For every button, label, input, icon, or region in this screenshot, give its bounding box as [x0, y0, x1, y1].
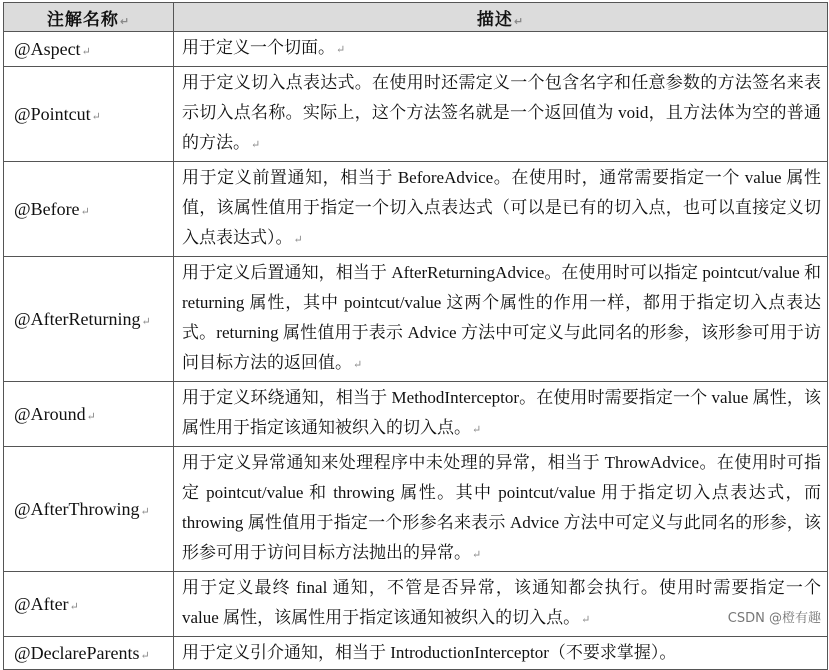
table-header-row [4, 3, 828, 32]
paragraph-mark-icon: ↵ [69, 600, 79, 613]
paragraph-mark-icon: ↵ [336, 44, 346, 56]
paragraph-mark-icon: ↵ [251, 139, 261, 151]
annotation-desc-cell [174, 637, 828, 670]
annotation-name: @After [14, 593, 69, 614]
annotation-desc: 用于定义切入点表达式。在使用时还需定义一个包含名字和任意参数的方法签名来表示切入点名称。实际上，这个方法签名就是一个返回值为 void，且方法体为空的普通的方法。 [182, 73, 821, 152]
header-name-label: 注解名称 [46, 9, 119, 30]
table-row [4, 447, 828, 572]
annotation-desc-cell [174, 572, 828, 637]
table-row [4, 162, 828, 257]
table-row [4, 572, 828, 637]
annotation-desc: 用于定义一个切面。 [182, 38, 335, 57]
paragraph-mark-icon: ↵ [141, 315, 151, 328]
paragraph-mark-icon: ↵ [91, 110, 101, 123]
paragraph-mark-icon: ↵ [140, 505, 150, 518]
paragraph-mark-icon: ↵ [80, 205, 90, 218]
paragraph-mark-icon: ↵ [293, 234, 303, 246]
annotation-desc: 用于定义引介通知，相当于 IntroductionInterceptor（不要求掌握）。 [182, 643, 677, 662]
paragraph-mark-icon: ↵ [472, 549, 482, 561]
annotation-name-cell [4, 257, 174, 382]
annotation-table [3, 2, 828, 670]
annotation-name-cell [4, 572, 174, 637]
table-row [4, 257, 828, 382]
annotation-desc: 用于定义环绕通知，相当于 MethodInterceptor。在使用时需要指定一个 value 属性，该属性用于指定该通知被织入的切入点。 [182, 388, 821, 437]
header-name-column [4, 3, 174, 32]
paragraph-mark-icon: ↵ [581, 614, 591, 626]
annotation-desc-cell [174, 162, 828, 257]
header-desc-column [174, 3, 828, 32]
annotation-name: @Around [14, 403, 86, 424]
annotation-desc: 用于定义异常通知来处理程序中未处理的异常，相当于 ThrowAdvice。在使用时可指定 pointcut/value 和 throwing 属性。其中 pointcut/value 用于指定切入点表达式，而 throwing 属性值用于指定一个形参名来表示 Advice 方法中可定义与此同名的形参，该形参可用于访问目标方法抛出的异常。 [182, 453, 821, 562]
annotation-desc: 用于定义最终 final 通知，不管是否异常，该通知都会执行。使用时需要指定一个 value 属性，该属性用于指定该通知被织入的切入点。 [182, 578, 821, 627]
csdn-watermark: CSDN @橙有趣 [726, 607, 823, 626]
paragraph-mark-icon: ↵ [353, 359, 363, 371]
paragraph-mark-icon: ↵ [86, 410, 96, 423]
paragraph-mark-icon: ↵ [119, 14, 131, 28]
annotation-name: @AfterReturning [14, 308, 141, 329]
annotation-name-cell [4, 447, 174, 572]
annotation-desc-cell [174, 32, 828, 67]
annotation-desc: 用于定义后置通知，相当于 AfterReturningAdvice。在使用时可以指定 pointcut/value 和 returning 属性，其中 pointcut/value 这两个属性的作用一样，都用于指定切入点表达式。returning 属性值用于表示 Advice 方法中可定义与此同名的形参，该形参可用于访问目标方法的返回值。 [182, 263, 821, 372]
table-row [4, 637, 828, 670]
annotation-name-cell [4, 32, 174, 67]
header-desc-label: 描述 [476, 9, 513, 30]
paragraph-mark-icon: ↵ [513, 14, 525, 28]
annotation-desc-cell [174, 447, 828, 572]
annotation-name-cell [4, 382, 174, 447]
paragraph-mark-icon: ↵ [81, 45, 91, 58]
table-row [4, 32, 828, 67]
annotation-desc: 用于定义前置通知，相当于 BeforeAdvice。在使用时，通常需要指定一个 value 属性值，该属性值用于指定一个切入点表达式（可以是已有的切入点，也可以直接定义切入点表达式）。 [182, 168, 821, 247]
annotation-name: @Before [14, 198, 80, 219]
annotation-name-cell [4, 637, 174, 670]
table-row [4, 382, 828, 447]
annotation-name: @Aspect [14, 38, 81, 59]
annotation-name-cell [4, 162, 174, 257]
table-row [4, 67, 828, 162]
annotation-name: @AfterThrowing [14, 498, 140, 519]
annotation-desc-cell [174, 67, 828, 162]
paragraph-mark-icon: ↵ [140, 649, 150, 662]
annotation-desc-cell [174, 257, 828, 382]
paragraph-mark-icon: ↵ [472, 424, 482, 436]
annotation-name: @Pointcut [14, 103, 91, 124]
annotation-name-cell [4, 67, 174, 162]
annotation-name: @DeclareParents [14, 642, 140, 663]
annotation-desc-cell [174, 382, 828, 447]
